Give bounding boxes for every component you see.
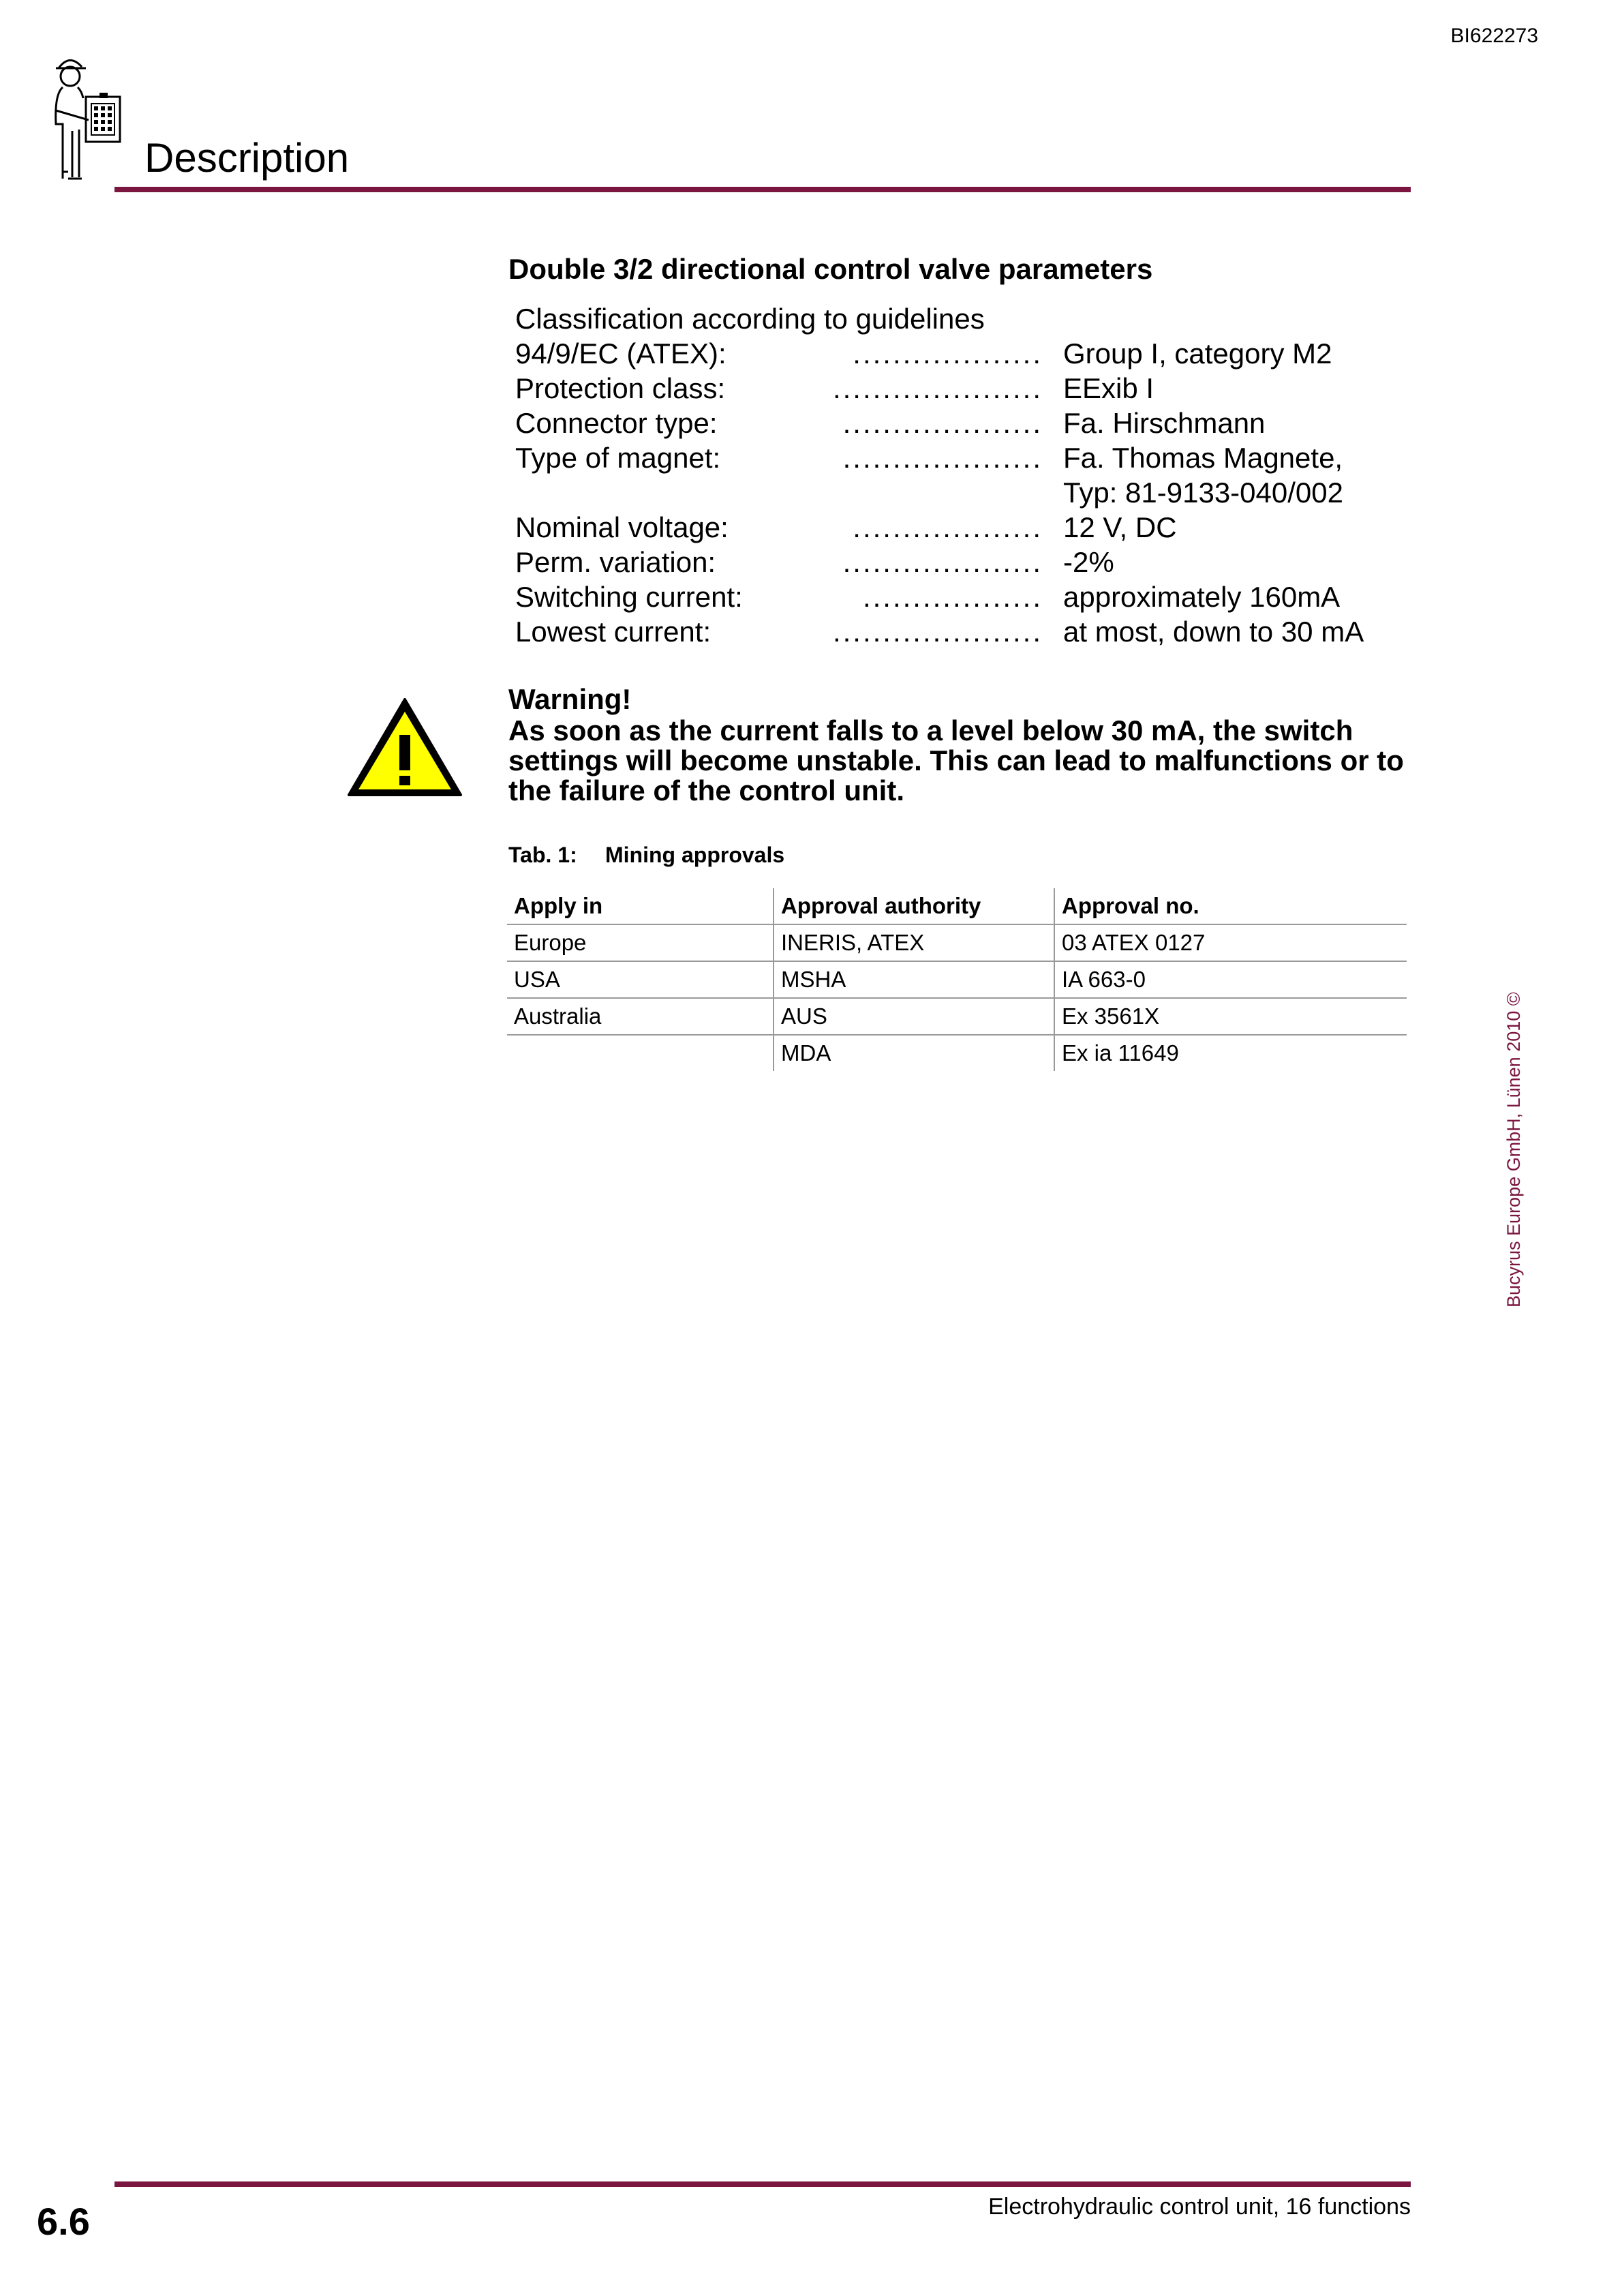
table-caption bbox=[508, 843, 784, 868]
table-row bbox=[507, 1035, 1407, 1071]
parameter-row bbox=[515, 579, 1435, 614]
leader-dots: .................. bbox=[862, 581, 1043, 613]
parameter-label: Switching current: bbox=[515, 581, 743, 613]
parameter-label: 94/9/EC (ATEX): bbox=[515, 337, 726, 369]
section-title: Description bbox=[144, 135, 350, 181]
worker-with-clipboard-icon bbox=[49, 49, 138, 185]
parameter-value: Group I, category M2 bbox=[1063, 337, 1332, 369]
parameter-label: Protection class: bbox=[515, 372, 726, 404]
approvals-table bbox=[507, 888, 1407, 1071]
parameter-row bbox=[515, 510, 1435, 545]
parameter-value: Fa. Thomas Magnete, bbox=[1063, 442, 1343, 474]
parameter-label: Connector type: bbox=[515, 407, 718, 439]
parameter-row bbox=[515, 406, 1435, 440]
parameter-row bbox=[515, 475, 1435, 510]
table-caption-number: Tab. 1: bbox=[508, 843, 577, 867]
parameter-label: Classification according to guidelines bbox=[515, 303, 985, 335]
table-cell: AUS bbox=[774, 998, 1054, 1035]
leader-dots: .................... bbox=[842, 546, 1043, 578]
parameter-label: Type of magnet: bbox=[515, 442, 721, 474]
footer-title: Electrohydraulic control unit, 16 functions bbox=[988, 2194, 1411, 2220]
parameters-list bbox=[515, 301, 1435, 649]
parameter-value: Fa. Hirschmann bbox=[1063, 407, 1266, 439]
table-header-row bbox=[507, 888, 1407, 924]
table-row bbox=[507, 961, 1407, 998]
parameter-row bbox=[515, 371, 1435, 406]
leader-dots: ................... bbox=[853, 511, 1043, 543]
page-number: 6.6 bbox=[37, 2200, 90, 2243]
leader-dots: .................... bbox=[842, 442, 1043, 474]
table-caption-text: Mining approvals bbox=[605, 843, 785, 867]
table-cell: Ex 3561X bbox=[1054, 998, 1407, 1035]
table-cell: USA bbox=[507, 961, 774, 998]
table-cell: MSHA bbox=[774, 961, 1054, 998]
parameter-row bbox=[515, 336, 1435, 371]
parameter-value: -2% bbox=[1063, 546, 1114, 578]
column-header: Approval authority bbox=[774, 888, 1054, 924]
footer-rule bbox=[114, 2181, 1411, 2187]
table-cell bbox=[507, 1035, 774, 1071]
parameter-row bbox=[515, 301, 1435, 336]
leader-dots: ................... bbox=[853, 337, 1043, 369]
parameter-value: at most, down to 30 mA bbox=[1063, 616, 1364, 648]
header-rule bbox=[114, 187, 1411, 192]
table-cell: Europe bbox=[507, 924, 774, 961]
leader-dots: .................... bbox=[842, 407, 1043, 439]
parameter-label: Nominal voltage: bbox=[515, 511, 729, 543]
leader-dots: ..................... bbox=[832, 372, 1043, 404]
table-cell: Australia bbox=[507, 998, 774, 1035]
parameter-label: Perm. variation: bbox=[515, 546, 716, 578]
parameter-row bbox=[515, 545, 1435, 579]
parameter-row bbox=[515, 614, 1435, 649]
copyright-notice: Bucyrus Europe GmbH, Lünen 2010 © bbox=[1503, 992, 1524, 1308]
parameter-label: Lowest current: bbox=[515, 616, 711, 648]
parameter-value: EExib I bbox=[1063, 372, 1154, 404]
warning-triangle-icon bbox=[345, 695, 465, 799]
table-row bbox=[507, 998, 1407, 1035]
parameters-heading: Double 3/2 directional control valve parameters bbox=[508, 253, 1153, 285]
warning-title: Warning! bbox=[508, 683, 632, 715]
parameter-value: approximately 160mA bbox=[1063, 581, 1341, 613]
column-header: Approval no. bbox=[1054, 888, 1407, 924]
parameter-value: 12 V, DC bbox=[1063, 511, 1177, 543]
leader-dots: ..................... bbox=[832, 616, 1043, 648]
warning-text: As soon as the current falls to a level below 30 mA, the switch settings will become unstable. This can lead to malfunctions or to the failure of the control unit. bbox=[508, 714, 1404, 806]
column-header: Apply in bbox=[507, 888, 774, 924]
parameter-row bbox=[515, 440, 1435, 475]
parameter-value: Typ: 81-9133-040/002 bbox=[1063, 477, 1343, 509]
document-id: BI622273 bbox=[1450, 25, 1538, 47]
table-cell: IA 663-0 bbox=[1054, 961, 1407, 998]
table-row bbox=[507, 924, 1407, 961]
table-cell: 03 ATEX 0127 bbox=[1054, 924, 1407, 961]
table-cell: Ex ia 11649 bbox=[1054, 1035, 1407, 1071]
table-cell: MDA bbox=[774, 1035, 1054, 1071]
table-cell: INERIS, ATEX bbox=[774, 924, 1054, 961]
